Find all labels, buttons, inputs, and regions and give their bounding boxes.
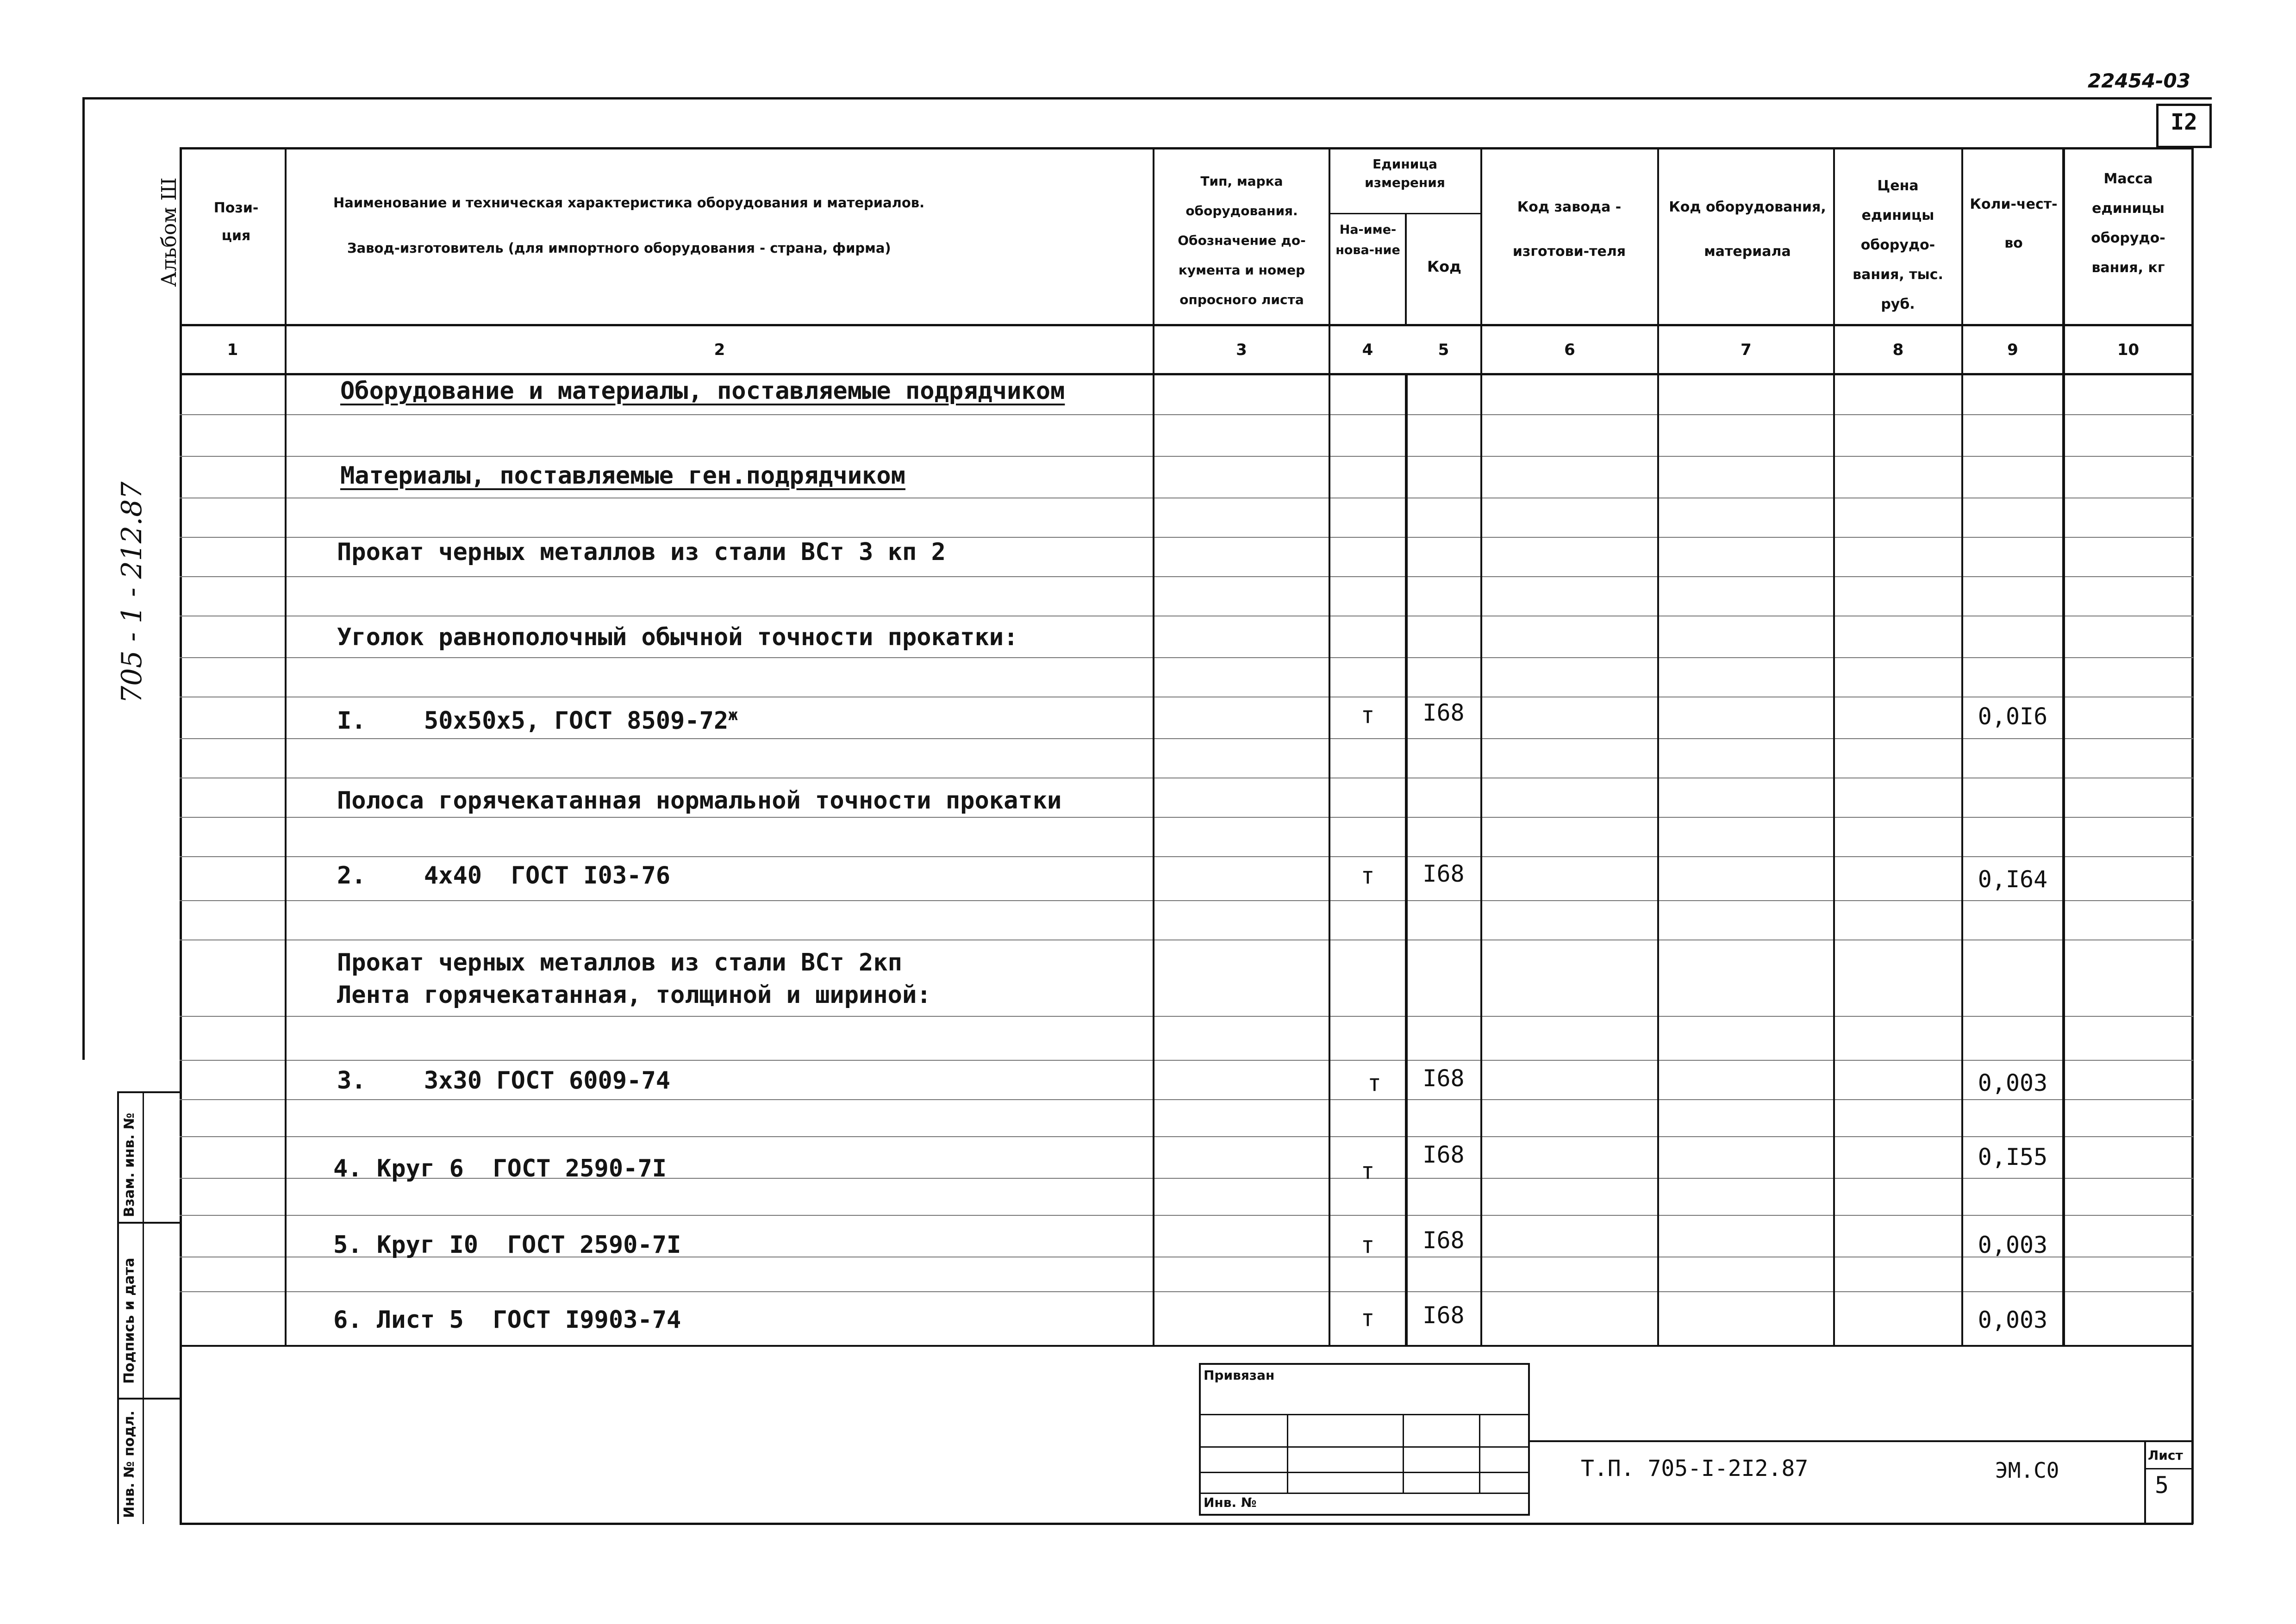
- row-divider: [180, 1136, 2193, 1137]
- attached-col-1: [1287, 1414, 1288, 1493]
- header-mass: Масса единицы оборудо-вания, кг: [2091, 171, 2165, 276]
- item-2-qty: 0,I64: [1978, 866, 2048, 893]
- col-line-4: [1405, 213, 1407, 324]
- row-divider: [180, 657, 2193, 658]
- row-divider: [180, 1060, 2193, 1061]
- header-type: Тип, марка оборудования. Обозначение до-кумента и номер опросного листа: [1178, 174, 1306, 307]
- item-3-unit: т: [1367, 1070, 1382, 1096]
- item-2-text: 2. 4х40 ГОСТ I03-76: [337, 862, 671, 890]
- col-num-5: 5: [1438, 341, 1449, 359]
- item-6-text: 6. Лист 5 ГОСТ I9903-74: [333, 1306, 681, 1334]
- col-num-1: 1: [227, 341, 238, 359]
- item-1-qty: 0,0I6: [1978, 703, 2048, 730]
- inventory-label: Инв. №: [1204, 1495, 1257, 1510]
- group-title-angle: Уголок равнополочный обычной точности прокатки:: [337, 623, 1018, 651]
- row-divider: [180, 900, 2193, 901]
- sheet-corner-label: I2: [2171, 109, 2197, 135]
- col-num-7: 7: [1741, 341, 1752, 359]
- item-3-qty: 0,003: [1978, 1070, 2048, 1096]
- col-num-6: 6: [1564, 341, 1575, 359]
- frame-top: [82, 97, 2212, 100]
- stamp-inner-vertical: [143, 1091, 144, 1524]
- stamp-original-inv: Инв. № подл.: [121, 1410, 137, 1518]
- row-divider: [180, 576, 2193, 577]
- header-bottom: [180, 324, 2193, 326]
- col-num-10: 10: [2117, 341, 2140, 359]
- title-block-top: [1530, 1440, 2192, 1442]
- item-1-text: I. 50х50х5, ГОСТ $8509-72^ж$: [337, 706, 738, 735]
- header-price: Цена единицы оборудо-вания, тыс. руб.: [1853, 178, 1943, 312]
- group-title-strip: Полоса горячекатанная нормальной точности прокатки: [337, 787, 1062, 815]
- item-3-text: 3. 3х30 ГОСТ 6009-74: [337, 1067, 671, 1095]
- sheet-number: 5: [2155, 1472, 2169, 1499]
- row-divider: [180, 738, 2193, 739]
- row-divider: [180, 1016, 2193, 1017]
- header-unit-code: Код: [1427, 258, 1461, 275]
- header-unit-group: Единица измерения: [1365, 156, 1445, 190]
- row-divider: [180, 414, 2193, 415]
- col-num-9: 9: [2007, 341, 2018, 359]
- stamp-replace-inv: Взам. инв. №: [121, 1113, 137, 1217]
- section-title-contractor: Оборудование и материалы, поставляемые подрядчиком: [340, 377, 1065, 405]
- attached-row-4: [1199, 1493, 1530, 1494]
- item-2-code: I68: [1423, 860, 1465, 887]
- row-divider: [180, 1215, 2193, 1216]
- item-1-code: I68: [1423, 699, 1465, 726]
- header-unit-name: На-име-нова-ние: [1335, 223, 1400, 257]
- item-1-unit: т: [1360, 702, 1375, 728]
- row-divider: [180, 856, 2193, 857]
- col-line-4b: [1405, 373, 1408, 1345]
- col-num-8: 8: [1892, 341, 1904, 359]
- header-name-line2: Завод-изготовитель (для импортного оборудования - страна, фирма): [347, 240, 891, 256]
- group-title-steel-2: Прокат черных металлов из стали ВСт 2кп: [337, 949, 902, 977]
- stamp-signature-date: Подпись и дата: [121, 1257, 137, 1384]
- handwritten-project-code: 705 - 1 - 212.87: [116, 481, 148, 703]
- header-quantity: Коли-чест-во: [1970, 196, 2058, 251]
- row-divider: [180, 817, 2193, 818]
- header-name-line1: Наименование и техническая характеристика оборудования и материалов.: [333, 195, 925, 211]
- item-5-text: 5. Круг I0 ГОСТ 2590-7I: [333, 1231, 681, 1259]
- stamp-col-left: [117, 1091, 119, 1524]
- item-6-code: I68: [1423, 1302, 1465, 1329]
- stamp-col-top: [117, 1091, 182, 1093]
- album-label: Альбом Ш: [157, 177, 181, 287]
- item-5-code: I68: [1423, 1227, 1465, 1254]
- document-code: Т.П. 705-I-2I2.87: [1581, 1456, 1809, 1481]
- col-num-4: 4: [1362, 341, 1373, 359]
- item-3-code: I68: [1423, 1065, 1465, 1092]
- group-title-tape: Лента горячекатанная, толщиной и шириной:: [337, 981, 931, 1009]
- stamp-divider-1: [117, 1222, 182, 1224]
- unit-group-divider: [1329, 213, 1481, 214]
- attached-col-3: [1479, 1414, 1480, 1493]
- document-mark: ЭМ.С0: [1995, 1458, 2059, 1483]
- item-2-unit: т: [1360, 862, 1375, 889]
- group-title-steel-3: Прокат черных металлов из стали ВСт 3 кп 2: [337, 538, 946, 566]
- item-5-qty: 0,003: [1978, 1232, 2048, 1258]
- header-equipment-code: Код оборудования, материала: [1669, 199, 1826, 260]
- row-divider: [180, 1099, 2193, 1100]
- frame-left-outer: [82, 97, 85, 1060]
- stamp-divider-2: [117, 1398, 182, 1400]
- item-5-unit: т: [1360, 1232, 1375, 1258]
- numbers-bottom: [180, 373, 2193, 375]
- item-4-text: 4. Круг 6 ГОСТ 2590-7I: [333, 1155, 667, 1182]
- col-num-3: 3: [1236, 341, 1247, 359]
- attached-label: Привязан: [1204, 1368, 1275, 1383]
- row-divider: [180, 1291, 2193, 1292]
- sheet-box-left: [2144, 1440, 2146, 1524]
- item-6-qty: 0,003: [1978, 1307, 2048, 1333]
- attached-col-2: [1403, 1414, 1404, 1493]
- col-num-2: 2: [714, 341, 725, 359]
- section-title-general-contractor: Материалы, поставляемые ген.подрядчиком: [340, 462, 905, 490]
- frame-right: [2191, 147, 2194, 1524]
- row-divider: [180, 537, 2193, 538]
- sheet-label: Лист: [2148, 1448, 2183, 1463]
- item-4-code: I68: [1423, 1141, 1465, 1168]
- item-4-unit: т: [1360, 1157, 1375, 1184]
- frame-bottom: [180, 1523, 2193, 1525]
- table-bottom: [180, 1345, 2193, 1347]
- item-4-qty: 0,I55: [1978, 1144, 2048, 1170]
- table-top: [180, 147, 2193, 149]
- row-divider: [180, 456, 2193, 457]
- document-number: 22454-03: [2088, 69, 2190, 92]
- header-position: Пози- ция: [213, 200, 259, 244]
- item-1-superscript: ж: [728, 706, 738, 724]
- sheet-box-divider: [2144, 1468, 2192, 1469]
- header-factory-code: Код завода - изготови-теля: [1512, 199, 1626, 260]
- item-6-unit: т: [1360, 1305, 1375, 1332]
